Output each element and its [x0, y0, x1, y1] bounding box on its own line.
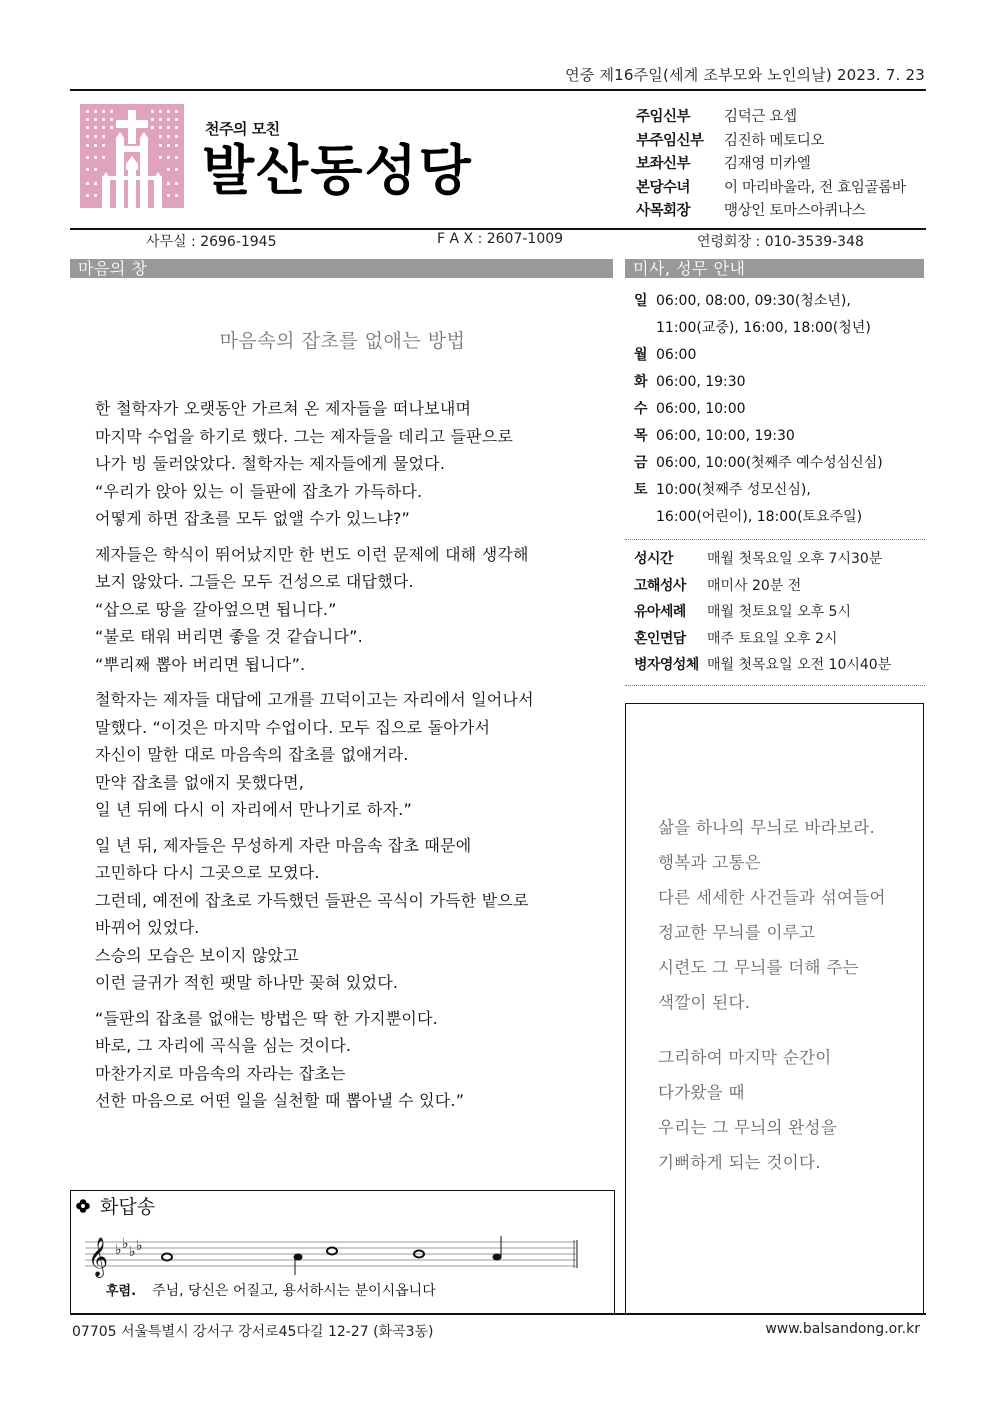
church-logo-icon — [80, 104, 184, 208]
poem-line: 그리하여 마지막 순간이 — [658, 1048, 832, 1067]
clover-bullet-icon — [76, 1199, 90, 1213]
staff-name: 이 마리바울라, 전 효임골롬바 — [724, 179, 906, 196]
sacrament-row — [634, 626, 924, 653]
article-line: 나가 빙 둘러앉았다. 철학자는 제자들에게 물었다. — [95, 454, 446, 473]
mass-schedule — [634, 288, 924, 531]
article-line: 말했다. “이것은 마지막 수업이다. 모두 집으로 돌아가서 — [95, 717, 491, 737]
article-line: 자신이 말한 대로 마음속의 잡초를 없애거라. — [95, 745, 409, 764]
article-line: 바뀌어 있었다. — [95, 918, 200, 937]
top-rule — [70, 89, 926, 91]
article-line: 마찬가지로 마음속의 자라는 잡초는 — [95, 1063, 346, 1083]
sacrament-label: 고해성사 — [634, 577, 686, 594]
schedule-row — [634, 369, 924, 396]
sacrament-row — [634, 652, 924, 679]
schedule-row — [634, 504, 924, 531]
staff-role: 부주임신부 — [636, 132, 704, 149]
refrain-text: 주님, 당신은 어질고, 용서하시는 분이시옵니다 — [152, 1283, 436, 1299]
staff-row — [636, 198, 926, 222]
bottom-rule — [70, 1313, 926, 1315]
schedule-times: 16:00(어린이), 18:00(토요주일) — [656, 509, 863, 525]
sacrament-value: 매월 첫목요일 오전 10시40분 — [707, 657, 892, 673]
schedule-row — [634, 396, 924, 423]
sacrament-value: 매월 첫토요일 오후 5시 — [707, 604, 851, 620]
schedule-times: 06:00, 10:00(첫째주 예수성심신심) — [656, 455, 883, 471]
staff-list — [636, 104, 926, 222]
sacrament-row — [634, 573, 924, 600]
sacrament-value: 매미사 20분 전 — [707, 577, 802, 594]
article-line: 그런데, 예전에 잡초로 가득했던 들판은 곡식이 가득한 밭으로 — [95, 890, 529, 910]
staff-role: 주임신부 — [636, 109, 691, 126]
schedule-day: 금 — [634, 455, 648, 471]
schedule-times: 06:00 — [656, 347, 697, 363]
article-line: “우리가 앉아 있는 이 들판에 잡초가 가득하다. — [95, 481, 423, 501]
issue-dateline: 연중 제16주일(세계 조부모와 노인의날) 2023. 7. 23 — [565, 66, 925, 84]
article-line: 선한 마음으로 어떤 일을 실천할 때 뽑아낼 수 있다.” — [95, 1091, 465, 1110]
schedule-times: 06:00, 10:00 — [656, 401, 746, 417]
article-line: 일 년 뒤에 다시 이 자리에서 만나기로 하자.” — [95, 800, 412, 819]
article-line: 한 철학자가 오랫동안 가르쳐 온 제자들을 떠나보내며 — [95, 399, 472, 418]
schedule-row — [634, 450, 924, 477]
svg-text:♭: ♭ — [136, 1238, 143, 1254]
psalm-heading — [76, 1192, 155, 1219]
office-phone: 사무실 : 2696-1945 — [146, 234, 277, 250]
svg-text:𝄞: 𝄞 — [88, 1237, 109, 1277]
schedule-row — [634, 315, 924, 342]
church-name: 발산동성당 — [202, 139, 473, 202]
poem-line: 삶을 하나의 무늬로 바라보라. — [658, 818, 876, 837]
schedule-times: 10:00(첫째주 성모신심), — [656, 482, 811, 498]
article-line: “불로 태워 버리면 좋을 것 같습니다”. — [95, 627, 363, 646]
svg-text:♭: ♭ — [115, 1242, 122, 1258]
schedule-times: 06:00, 10:00, 19:30 — [656, 428, 795, 444]
staff-name: 김덕근 요셉 — [724, 109, 797, 126]
dotted-divider — [625, 685, 925, 686]
article-paragraph — [95, 395, 610, 533]
staff-role: 보좌신부 — [636, 156, 691, 173]
schedule-times: 11:00(교중), 16:00, 18:00(청년) — [656, 320, 871, 336]
staff-row — [636, 175, 926, 199]
poem — [658, 810, 918, 1180]
article-title: 마음속의 잡초를 없애는 방법 — [219, 330, 466, 352]
sacrament-label: 병자영성체 — [634, 657, 699, 673]
article-line: 바로, 그 자리에 곡식을 심는 것이다. — [95, 1036, 352, 1055]
poem-line: 시련도 그 무늬를 더해 주는 — [658, 958, 859, 977]
article-line: 스승의 모습은 보이지 않았고 — [95, 945, 299, 965]
sacrament-value: 매주 토요일 오후 2시 — [707, 630, 838, 647]
stanza-gap — [658, 1020, 918, 1040]
article-line: 고민하다 다시 그곳으로 모였다. — [95, 863, 320, 882]
article-line: 이런 글귀가 적힌 팻말 하나만 꽂혀 있었다. — [95, 973, 399, 992]
schedule-day: 월 — [634, 347, 648, 363]
article-line: “뿌리째 뽑아 버리면 됩니다”. — [95, 654, 306, 674]
refrain-label: 후렴. — [106, 1284, 137, 1299]
article-line: “들판의 잡초를 없애는 방법은 딱 한 가지뿐이다. — [95, 1008, 438, 1028]
header-rule — [70, 228, 926, 230]
staff-name: 김진하 메토디오 — [724, 132, 825, 149]
article-line: 만약 잡초를 없애지 못했다면, — [95, 772, 305, 792]
sacrament-label: 혼인면담 — [634, 630, 686, 647]
schedule-row — [634, 423, 924, 450]
article-line: 철학자는 제자들 대답에 고개를 끄덕이고는 자리에서 일어나서 — [95, 690, 534, 709]
dotted-divider — [625, 539, 925, 540]
schedule-row — [634, 342, 924, 369]
schedule-times: 06:00, 08:00, 09:30(청소년), — [656, 293, 851, 309]
poem-line: 정교한 무늬를 이루고 — [658, 923, 816, 942]
church-tagline: 천주의 모친 — [205, 120, 280, 138]
staff-row — [636, 104, 926, 128]
article-line: 마지막 수업을 하기로 했다. 그는 제자들을 데리고 들판으로 — [95, 426, 514, 446]
staff-name: 김재영 미카엘 — [724, 156, 811, 173]
church-address: 07705 서울특별시 강서구 강서로45다길 12-27 (화곡3동) — [72, 1324, 434, 1340]
article-line: 어떻게 하면 잡초를 모두 없앨 수가 있느냐?” — [95, 509, 411, 528]
article-body — [95, 395, 610, 1123]
poem-line: 다가왔을 때 — [658, 1083, 745, 1102]
sacrament-row — [634, 599, 924, 626]
section-header-window-of-heart: 마음의 창 — [70, 259, 613, 278]
staff-name: 맹상인 토마스아퀴나스 — [724, 203, 866, 220]
schedule-day: 일 — [634, 293, 648, 309]
schedule-day: 토 — [634, 482, 648, 498]
article-paragraph — [95, 1005, 610, 1115]
schedule-day: 화 — [634, 374, 648, 390]
psalm-title: 화답송 — [100, 1196, 156, 1218]
article-line: 일 년 뒤, 제자들은 무성하게 자란 마음속 잡초 때문에 — [95, 835, 472, 855]
article-line: “삽으로 땅을 갈아엎으면 됩니다.” — [95, 599, 337, 619]
music-staff-icon — [85, 1232, 590, 1282]
article-paragraph — [95, 832, 610, 997]
website-link[interactable]: www.balsandong.or.kr — [765, 1321, 920, 1337]
sacrament-label: 유아세례 — [634, 604, 686, 620]
sacrament-info — [634, 546, 924, 679]
schedule-times: 06:00, 19:30 — [656, 374, 746, 390]
funeral-committee-phone: 연령회장 : 010-3539-348 — [697, 234, 864, 250]
poem-line: 색깔이 된다. — [658, 993, 751, 1012]
schedule-day: 수 — [634, 401, 648, 417]
section-header-mass-schedule: 미사, 성무 안내 — [625, 259, 924, 278]
psalm-refrain — [106, 1280, 436, 1300]
article-paragraph — [95, 541, 610, 679]
article-line: 제자들은 학식이 뛰어났지만 한 번도 이런 문제에 대해 생각해 — [95, 544, 529, 564]
poem-line: 기뻐하게 되는 것이다. — [658, 1153, 821, 1172]
fax-number: F A X : 2607-1009 — [437, 231, 564, 247]
sacrament-value: 매월 첫목요일 오후 7시30분 — [707, 551, 883, 567]
staff-role: 본당수녀 — [636, 179, 691, 196]
schedule-row — [634, 477, 924, 504]
poem-line: 우리는 그 무늬의 완성을 — [658, 1118, 838, 1137]
staff-row — [636, 128, 926, 152]
poem-line: 행복과 고통은 — [658, 853, 761, 872]
svg-text:♭: ♭ — [129, 1244, 136, 1260]
sacrament-row — [634, 546, 924, 573]
article-paragraph — [95, 686, 610, 824]
schedule-day: 목 — [634, 428, 648, 444]
sacrament-label: 성시간 — [634, 551, 673, 567]
article-line: 보지 않았다. 그들은 모두 건성으로 대답했다. — [95, 572, 414, 591]
staff-row — [636, 151, 926, 175]
svg-text:♭: ♭ — [122, 1236, 129, 1252]
staff-role: 사목회장 — [636, 203, 691, 220]
schedule-row — [634, 288, 924, 315]
poem-line: 다른 세세한 사건들과 섞여들어 — [658, 888, 886, 907]
